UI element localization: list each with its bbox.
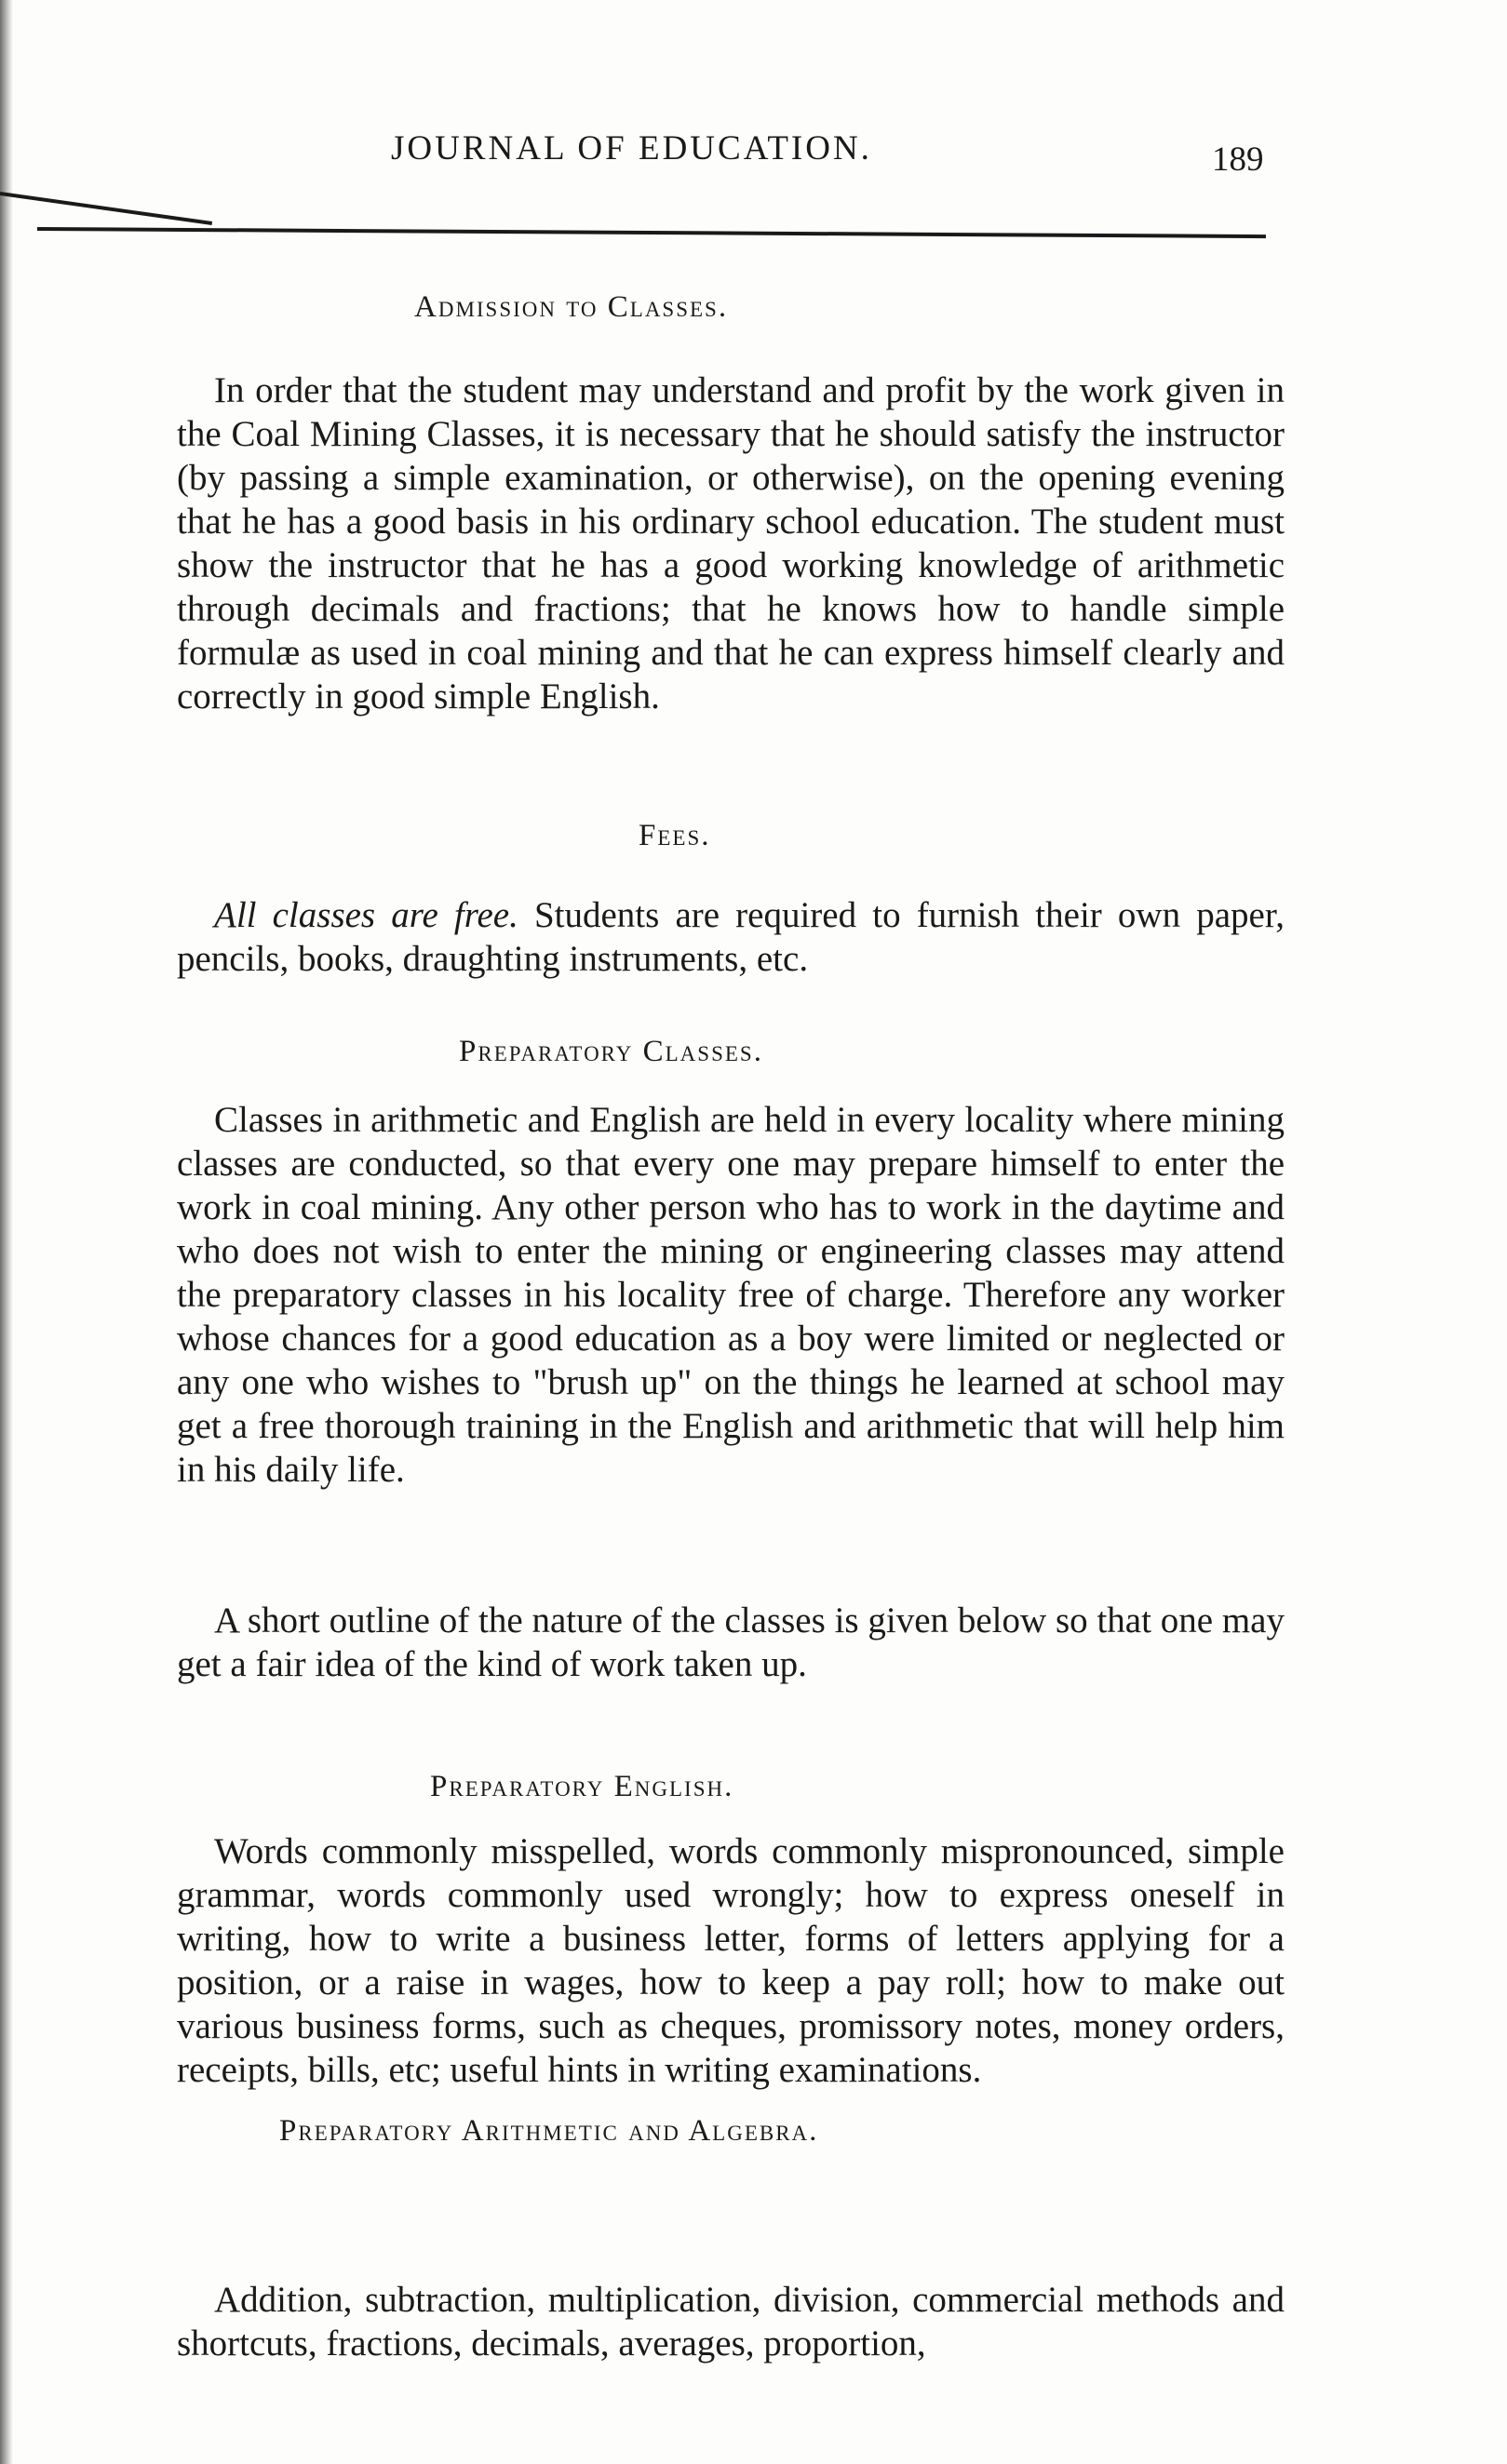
paragraph-fees [177, 893, 1285, 981]
paragraph-preparatory-arithmetic [177, 2278, 1285, 2365]
heading-preparatory-classes: Preparatory Classes. [459, 1035, 763, 1068]
heading-preparatory-arithmetic: Preparatory Arithmetic and Algebra. [279, 2114, 819, 2148]
paragraph-admission-text: In order that the student may understand and profit by the work given in the Coal Mining Classes, it is necessary that he should satisfy the instructor (by passing a simple examination, or otherwise), on the opening evening that he has a good basis in his ordinary school education. The student must show the instructor that he has a good working knowledge of arithmetic through decimals and fractions; that he knows how to handle simple formulæ as used in coal mining and that he can express himself clearly and correctly in good simple English. [177, 370, 1285, 716]
paragraph-preparatory-arithmetic-text: Addition, subtraction, multiplication, division, commercial methods and shortcuts, fractions, decimals, averages, proportion, [177, 2280, 1285, 2364]
paragraph-preparatory-classes [177, 1098, 1285, 1492]
paragraph-preparatory-classes-text: Classes in arithmetic and English are held in every locality where mining classes are conducted, so that every one may prepare himself to enter the work in coal mining. Any other person who has to work in the daytime and who does not wish to enter the mining or engineering classes may attend the preparatory classes in his locality free of charge. Therefore any worker whose chances for a good education as a boy were limited or neglected or any one who wishes to "brush up" on the things he learned at school may get a free thorough training in the English and arithmetic that will help him in his daily life. [177, 1100, 1285, 1490]
paragraph-outline [177, 1599, 1285, 1686]
heading-preparatory-english: Preparatory English. [430, 1770, 734, 1803]
paragraph-outline-text: A short outline of the nature of the classes is given below so that one may get a fair idea of the kind of work taken up. [177, 1600, 1285, 1684]
fees-text: Students are required to furnish their own paper, pencils, books, draughting instruments, etc. [177, 895, 1285, 979]
heading-admission: Admission to Classes. [414, 290, 729, 324]
heading-fees: Fees. [639, 819, 711, 852]
paragraph-preparatory-english-text: Words commonly misspelled, words commonly mispronounced, simple grammar, words commonly used wrongly; how to express oneself in writing, how to write a business letter, forms of letters applying for a position, or a raise in wages, how to keep a pay roll; how to make out various business forms, such as cheques, promissory notes, money orders, receipts, bills, etc; useful hints in writing examinations. [177, 1831, 1285, 2090]
paragraph-fees-content [177, 893, 1285, 981]
paragraph-preparatory-english [177, 1829, 1285, 2092]
fees-italic-text: All classes are free. [214, 895, 518, 935]
running-header-title: JOURNAL OF EDUCATION. [391, 129, 872, 167]
page-binding-shadow [0, 0, 13, 2464]
header-rule [37, 227, 1266, 238]
header-rule-left-stroke [0, 192, 212, 225]
paragraph-admission [177, 368, 1285, 718]
page-number: 189 [1212, 141, 1264, 179]
